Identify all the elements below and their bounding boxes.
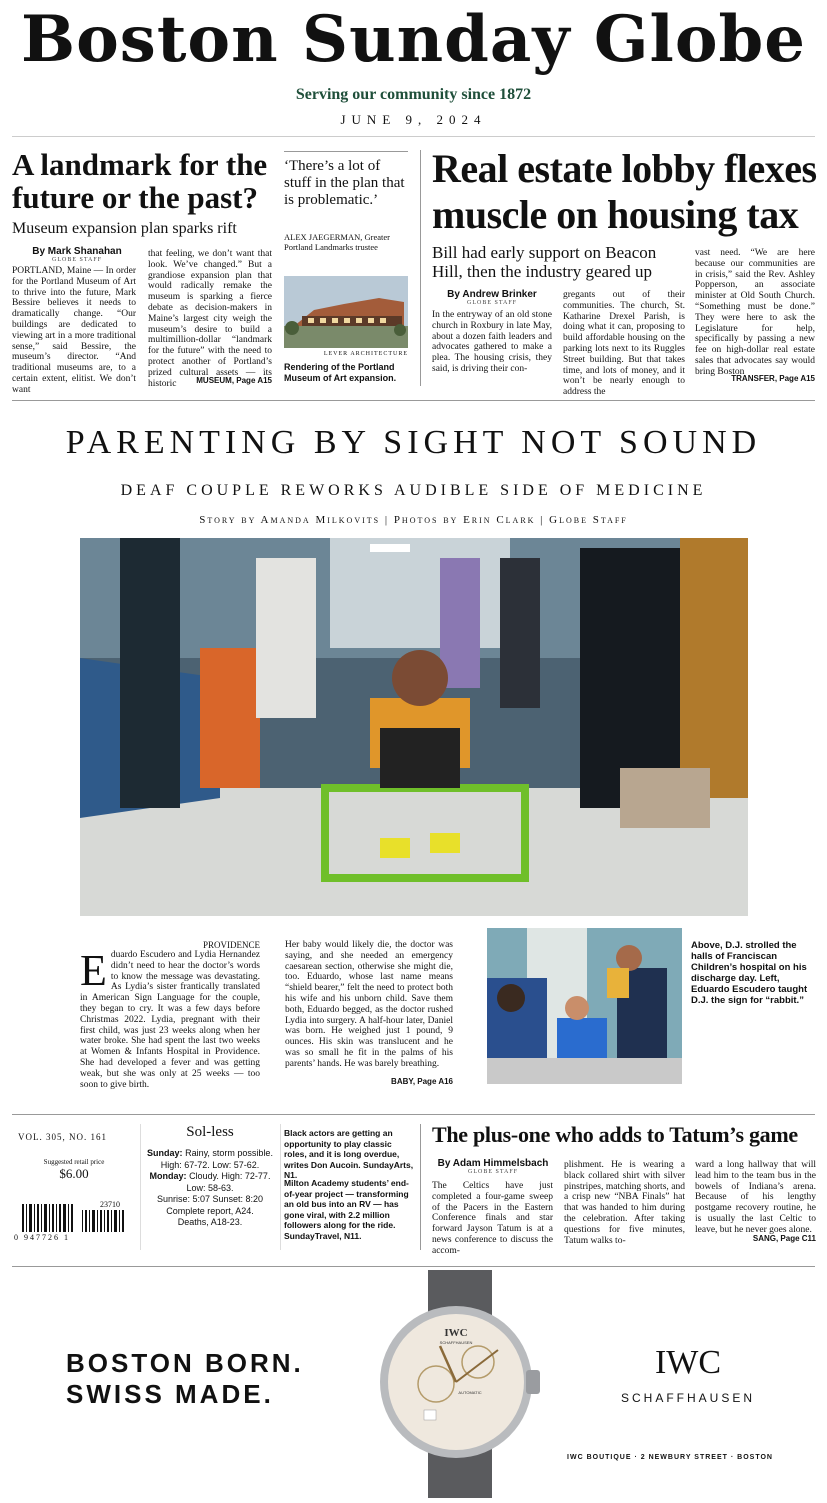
hospital-photo [487,928,682,1084]
story3-byline: By Adam Himmelsbach [437,1158,549,1169]
ad-headline[interactable] [66,1348,304,1410]
iwc-subtitle: SCHAFFHAUSEN [620,1391,755,1405]
story1-jump[interactable]: MUSEUM, Page A15 [196,376,272,385]
feature-dateline: PROVIDENCE [202,940,260,950]
story2-col3: vast need. “We are here because our communities are in crisis,” said the Rev. Ashley Popperson, an associate minister at Old South Church. “Something must be done.” They were here to ask the Legislature for help, specifically by passing a new fee on high-dollar real estate sales that advocates say would bring Boston [695,248,815,377]
story2-jump[interactable]: TRANSFER, Page A15 [731,374,815,383]
feature-jump[interactable]: BABY, Page A16 [391,1077,453,1086]
weather-monday: Monday: Cloudy. High: 72-77. Low: 58-63. [149,1171,271,1193]
hospital-caption: Above, D.J. strolled the halls of Franciscan Children’s hospital on his discharge day. Left, Eduardo Escudero taught D.J. the sign for “rabbit.” [691,940,808,1006]
promo-travel[interactable]: Milton Academy students’ end-of-year project — transforming an old bus into an RV — has gone viral, with 2.2 million followers along for the ride. SundayTravel, N11. [284,1178,409,1241]
weather-sun: Sunrise: 5:07 Sunset: 8:20 [156,1194,264,1204]
story2-headline[interactable]: Real estate lobby flexes muscle on housing tax [432,146,817,237]
quote-rule [284,151,408,152]
story2-col2: gregants out of their communities. The church, St. Katharine Drexel Parish, is doing what it can, proposing to build affordable housing on the parking lots next to its Ruggles Street building. But that takes time, and lots of money, and it won’t be nearly enough to address the [563,290,685,398]
dial-sub: SCHAFFHAUSEN [439,1340,473,1345]
pull-quote: ‘There’s a lot of stuff in the plan that is problematic.’ [284,158,405,208]
story2-col1: In the entryway of an old stone church in Roxbury in late May, about a dozen faith leaders and advocates gathered to make a plea. The housing crisis, they said, is driving their con- [432,310,552,374]
story2-staff: GLOBE STAFF [466,300,518,306]
masthead-date: JUNE 9, 2024 [340,112,487,127]
weather-sunday: Sunday: Rainy, storm possible. High: 67-72. Low: 57-62. [147,1148,273,1170]
story3-col2: plishment. He is wearing a black collared shirt with silver pinstripes, matching shorts, and a crisp new “NBA Finals” hat that was handed to him during the celebration. After taking questions for five minutes, Tatum walks to- [564,1160,685,1246]
story3-staff: GLOBE STAFF [467,1169,519,1175]
story3-headline[interactable]: The plus-one who adds to Tatum’s game [432,1122,798,1147]
ear-divider [140,1124,141,1250]
ad-line1: BOSTON BORN. [66,1348,304,1378]
weather-title: Sol-less [186,1124,234,1140]
story3-jump[interactable]: SANG, Page C11 [752,1234,816,1243]
museum-caption: Rendering of the Portland Museum of Art expansion. [284,362,397,383]
story1-headline[interactable]: A landmark for the future or the past? [12,147,268,215]
deaths-link[interactable]: Deaths, A18-23. [177,1217,243,1227]
feature-dropcap: E [80,946,107,995]
ad-line2: SWISS MADE. [66,1379,274,1409]
feature-col1: duardo Escudero and Lydia Hernandez didn’t need to hear the doctor’s words to know the message was devastating. As Lydia’s sister frantically translated in American Sign Language for the couple, they began to cry. It was a few days before Christmas 2022. Lydia, pregnant with their first child, was just 23 weeks along when her water broke. She had spent the last two weeks at Women & Infants Hospital in Providence. She had developed a fever and was getting weak, but she was only at 25 weeks — too soon to give birth. [80,950,260,1090]
iwc-logo[interactable]: IWC [654,1344,722,1381]
weather-forecast [144,1148,276,1229]
top-divider [12,136,815,137]
masthead-title: Boston Sunday Globe [21,2,806,77]
story2-dek: Bill had early support on Beacon Hill, then the industry geared up [432,243,657,281]
column-divider [420,150,421,386]
story1-dek: Museum expansion plan sparks rift [12,220,237,237]
story1-byline: By Mark Shanahan [32,246,122,257]
story3-col1: The Celtics have just completed a four-game sweep of the Pacers in the Eastern Conference finals and star forward Jayson Tatum is at a news conference to discuss the accom- [432,1181,553,1256]
dial-brand: IWC [444,1327,468,1339]
quote-attribution: ALEX JAEGERMAN, Greater Portland Landmarks trustee [284,232,390,252]
column-divider-2 [420,1124,421,1250]
photo-credit: LEVER ARCHITECTURE [323,351,408,357]
promo-arts[interactable]: Black actors are getting an opportunity to play classic roles, and it is long overdue, writes Don Aucoin. SundayArts, N1. [284,1128,414,1180]
watch-image [370,1270,550,1498]
section-divider-2 [12,1114,815,1115]
ad-divider [12,1266,815,1267]
feature-credit: Story by Amanda Milkovits | Photos by Erin Clark | Globe Staff [199,514,628,526]
story3-col3: ward a long hallway that will lead him to the team bus in the bowels of Indiana’s arena. Because of his lengthy postgame recovery routine, he is usually the last Celtic to leave, but he never goes alone. [695,1160,816,1235]
feature-dek: DEAF COUPLE REWORKS AUDIBLE SIDE OF MEDICINE [120,482,707,499]
section-divider [12,400,815,401]
feature-title[interactable]: PARENTING BY SIGHT NOT SOUND [65,424,762,461]
story1-staff: GLOBE STAFF [51,257,103,263]
barcode-addon: 23710 [100,1200,120,1209]
barcode-number: 0 947726 1 [14,1233,70,1242]
price: $6.00 [59,1166,89,1181]
ear-divider-2 [280,1124,281,1250]
price-label: Suggested retail price [43,1158,105,1166]
volume: VOL. 305, NO. 161 [18,1132,107,1142]
feature-col2: Her baby would likely die, the doctor was saying, and she needed an emergency caesarean section, otherwise she might die, too. Eduardo, whose last name means “shield bearer,” felt the need to protect both his wife and his unborn child. Save them both, Eduardo begged, as the doctor rushed Lydia into surgery. A half-hour later, Daniel was born. He weighed just 1 pound, 9 ounces. His skin was translucent and he was so small he fit in the palms of his parents’ hands. He was barely breathing. [285,940,453,1069]
museum-rendering-image [284,276,408,348]
masthead-motto: Serving our community since 1872 [295,86,532,103]
ad-footer: IWC BOUTIQUE · 2 NEWBURY STREET · BOSTON [567,1454,773,1461]
story1-col1: PORTLAND, Maine — In order for the Portland Museum of Art to thrive into the future, Mark Bessire believes it needs to dramatically change. “Our buildings are dedicated to viewing art in a more traditional sense,” said Bessire, the museum’s director. “And traditional museums are, to a certain extent, elitist. We don’t want [12,266,136,395]
dial-automatic: AUTOMATIC [458,1390,482,1395]
story2-byline: By Andrew Brinker [447,289,537,300]
story1-col2: that feeling, we don’t want that look. We’ve changed.” But a grandiose expansion plan that would radically remake the museum is sparking a fierce debate as decision-makers in Maine’s largest city weigh the museum’s desire to build a multimillion-dollar “landmark for the future” with the need to protect another of Portland’s prized cultural assets — its historic [148,249,272,389]
hallway-photo [80,538,748,916]
weather-report-link[interactable]: Complete report, A24. [166,1205,254,1216]
